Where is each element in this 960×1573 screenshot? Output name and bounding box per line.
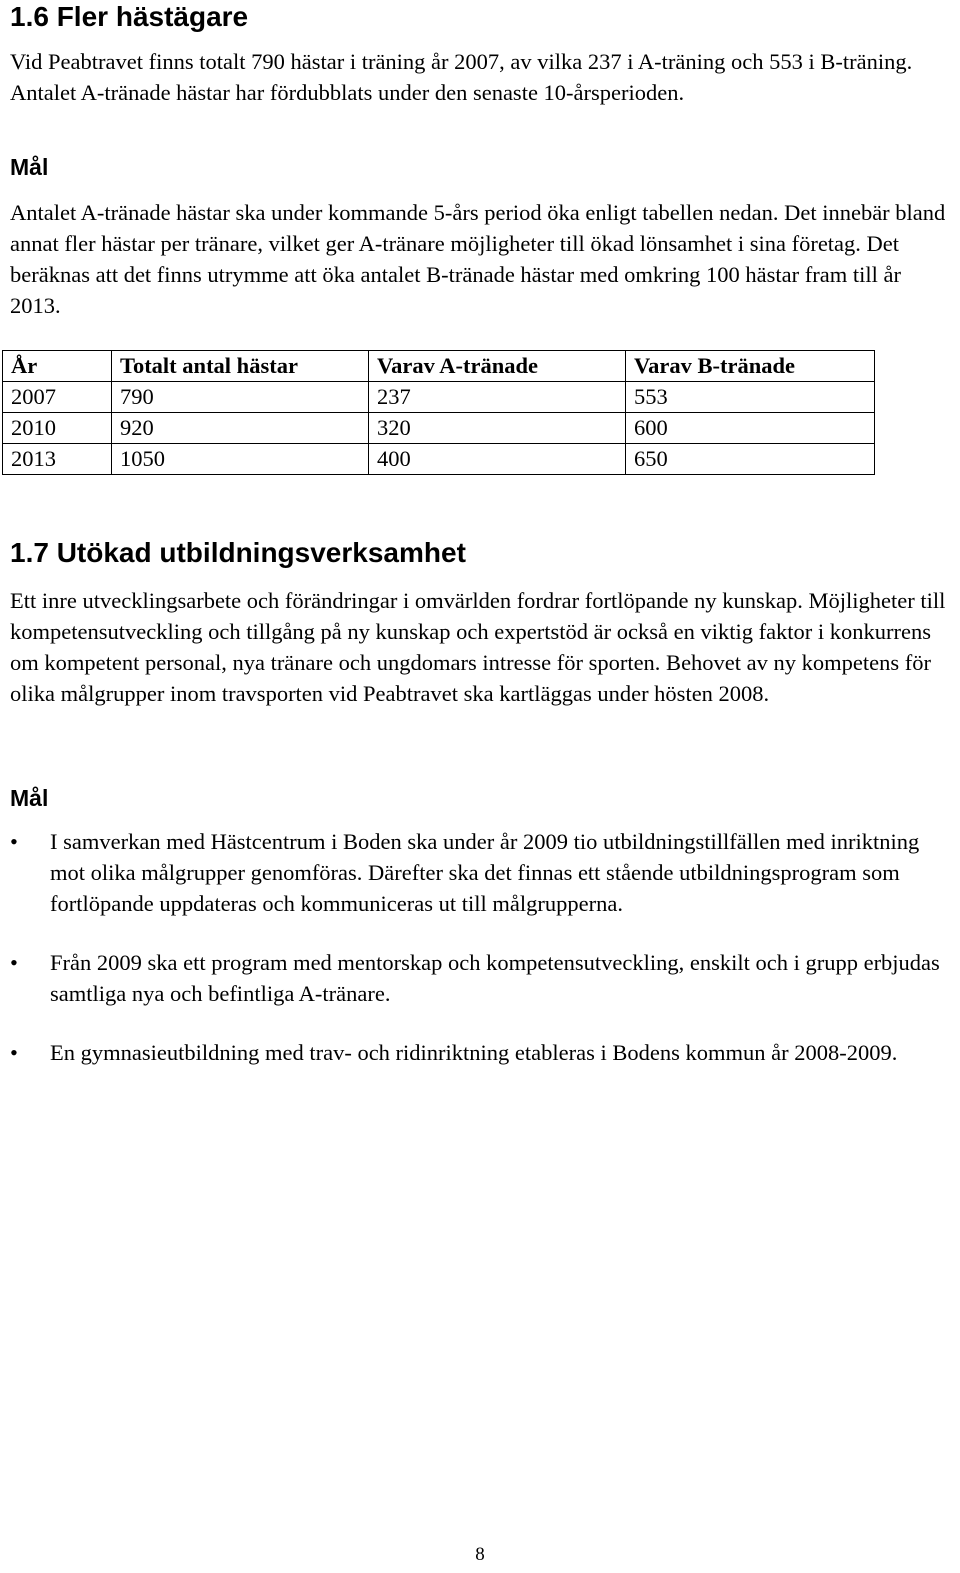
table-cell-a-trained: 320: [369, 413, 626, 444]
table-cell-total: 790: [112, 382, 369, 413]
table-cell-year: 2010: [3, 413, 112, 444]
bullet-icon: •: [10, 950, 18, 975]
section-1-6-intro: Vid Peabtravet finns totalt 790 hästar i träning år 2007, av vilka 237 i A-träning och 553 i B-träning. Antalet A-tränade hästar har fördubblats under den senaste 10-årsperioden.: [10, 49, 913, 105]
goal-heading-1-6: Mål: [10, 154, 49, 180]
table-row: [3, 413, 875, 444]
table-cell-b-trained: 650: [626, 444, 875, 475]
table-cell-total: 920: [112, 413, 369, 444]
list-item: [10, 1037, 954, 1068]
table-row: [3, 444, 875, 475]
table-cell-b-trained: 600: [626, 413, 875, 444]
table-cell-a-trained: 237: [369, 382, 626, 413]
table-cell-total: 1050: [112, 444, 369, 475]
table-header-year: År: [3, 351, 112, 382]
section-1-7-intro: Ett inre utvecklingsarbete och förändringar i omvärlden fordrar fortlöpande ny kunskap. Möjligheter till kompetensutveckling och tillgång på ny kunskap och expertstöd är också en viktig faktor i konkurrens om kompetent personal, nya tränare och ungdomars intresse för sporten. Behovet av ny kompetens för olika målgrupper inom travsporten vid Peabtravet ska kartläggas under hösten 2008.: [10, 588, 946, 706]
section-heading-1-7: 1.7 Utökad utbildningsverksamhet: [10, 537, 466, 568]
section-heading-1-6: 1.6 Fler hästägare: [10, 1, 249, 32]
table-cell-b-trained: 553: [626, 382, 875, 413]
table-header-total: Totalt antal hästar: [112, 351, 369, 382]
table-cell-year: 2013: [3, 444, 112, 475]
goal-text: Från 2009 ska ett program med mentorskap och kompetensutveckling, enskilt och i grupp erbjudas samtliga nya och befintliga A-tränare.: [50, 950, 940, 1006]
table-header-row: [3, 351, 875, 382]
horse-statistics-table: [2, 350, 875, 475]
table-cell-a-trained: 400: [369, 444, 626, 475]
bullet-icon: •: [10, 829, 18, 854]
table-header-a-trained: Varav A-tränade: [369, 351, 626, 382]
table-header-b-trained: Varav B-tränade: [626, 351, 875, 382]
page-number: 8: [475, 1544, 485, 1565]
bullet-icon: •: [10, 1040, 18, 1065]
goals-list: [10, 826, 954, 1096]
list-item: [10, 826, 954, 919]
list-item: [10, 947, 954, 1009]
goal-heading-1-7: Mål: [10, 785, 49, 811]
goal-text: En gymnasieutbildning med trav- och ridinriktning etableras i Bodens kommun år 2008-2009.: [50, 1040, 898, 1065]
section-1-6-goal-text: Antalet A-tränade hästar ska under kommande 5-års period öka enligt tabellen nedan. Det innebär bland annat fler hästar per tränare, vilket ger A-tränare möjligheter till ökad lönsamhet i sina företag. Det beräknas att det finns utrymme att öka antalet B-tränade hästar med omkring 100 hästar fram till år 2013.: [10, 200, 946, 318]
table-cell-year: 2007: [3, 382, 112, 413]
goal-text: I samverkan med Hästcentrum i Boden ska under år 2009 tio utbildningstillfällen med inriktning mot olika målgrupper genomföras. Därefter ska det finnas ett stående utbildningsprogram som fortlöpande uppdateras och kommuniceras ut till målgrupperna.: [50, 829, 920, 916]
table-row: [3, 382, 875, 413]
